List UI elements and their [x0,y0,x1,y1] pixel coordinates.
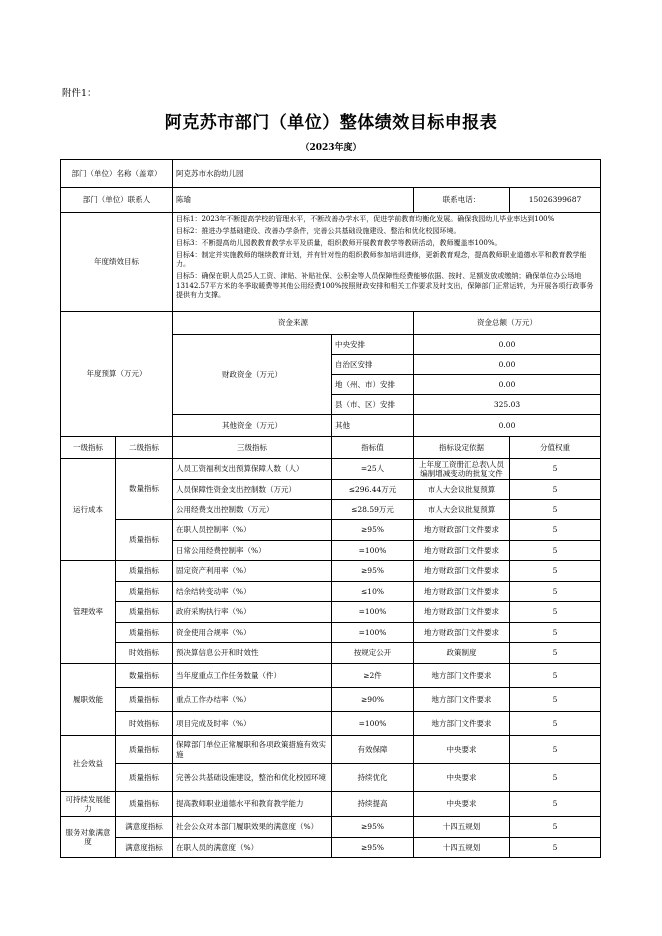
group-cost: 运行成本 [61,459,116,561]
indicator-value: =100% [332,712,414,736]
indicator-name: 日常公用经费控制率（%） [173,541,332,561]
dept-value: 阿克苏市水韵幼儿园 [173,160,601,188]
level2-quantity: 数量指标 [116,459,173,520]
indicator-basis: 上年度工资册汇总表\人员编制增减变动的批复文件 [414,459,510,480]
budget-amount: 0.00 [414,355,601,375]
indicator-value: ≤10% [332,582,414,602]
other-funds-label: 其他资金（万元） [173,415,332,437]
indicator-weight: 5 [510,838,601,858]
indicator-basis: 政策制度 [414,643,510,664]
indicator-value: ≥2件 [332,664,414,688]
budget-source: 自治区安排 [332,355,414,375]
indicator-value: 持续优化 [332,764,414,792]
indicator-name: 重点工作办结率（%） [173,688,332,712]
contact-label: 部门（单位）联系人 [61,188,173,213]
budget-total-header: 资金总额（万元） [414,312,601,335]
indicator-name: 完善公共基础设施建设，整治和优化校园环境 [173,764,332,792]
indicator-basis: 地方财政部门文件要求 [414,623,510,643]
indicator-value: ≥95% [332,838,414,858]
indicator-basis: 地方财政部门文件要求 [414,520,510,541]
indicator-name: 人员工资福利支出预算保障人数（人） [173,459,332,480]
indicator-name: 资金使用合规率（%） [173,623,332,643]
indicator-weight: 5 [510,561,601,582]
indicator-weight: 5 [510,480,601,500]
header-value: 指标值 [332,437,414,459]
header-level3: 三级指标 [173,437,332,459]
phone-value: 15026399687 [510,188,601,213]
level2-quality: 质量指标 [116,736,173,764]
header-basis: 指标设定依据 [414,437,510,459]
indicator-weight: 5 [510,582,601,602]
level2-quality: 质量指标 [116,792,173,817]
goal-item: 目标3：不断提高幼儿园教教育教学水平及质量，组织教师开展教育教学等教研活动，教师覆盖率100%。 [176,239,502,248]
contact-value: 陈瑜 [173,188,414,213]
indicator-value: 有效保障 [332,736,414,764]
indicator-basis: 地方财政部门文件要求 [414,582,510,602]
indicator-name: 政府采购执行率（%） [173,602,332,623]
header-level2: 二级指标 [116,437,173,459]
group-mgmt: 管理效率 [61,561,116,664]
indicator-name: 社会公众对本部门履职效果的满意度（%） [173,817,332,838]
indicator-name: 预决算信息公开和时效性 [173,643,332,664]
budget-source-header: 资金来源 [173,312,414,335]
goal-item: 目标4：制定并实施教师的继续教育计划，并有针对性的组织教师参加培训进修，更新教育观念，提高教师职业道德水平和教育教学能力。 [176,251,587,269]
group-social: 社会效益 [61,736,116,792]
header-level1: 一级指标 [61,437,116,459]
budget-amount: 0.00 [414,415,601,437]
indicator-value: ≥95% [332,561,414,582]
indicator-basis: 十四五规划 [414,817,510,838]
budget-source: 地（州、市）安排 [332,375,414,395]
phone-label: 联系电话： [414,188,510,213]
goals-label: 年度绩效目标 [61,213,173,312]
goals-text [173,213,601,312]
indicator-weight: 5 [510,764,601,792]
budget-source: 中央安排 [332,335,414,355]
level2-quality: 质量指标 [116,764,173,792]
indicator-weight: 5 [510,817,601,838]
level2-quality: 质量指标 [116,688,173,712]
goal-item: 目标5：确保在职人员25人工资、津贴、补贴社保、公积金等人员保障性经费能够依据、按时、足额发放或缴纳；确保单位办公场地13142.57平方米的冬季取暖费等其他公用经费100%按照财政安排和相关工作要求及时支出，保障部门正常运转，为开展各项行政事务提供有力支撑。 [176,272,594,299]
budget-amount: 0.00 [414,335,601,355]
indicator-value: =100% [332,541,414,561]
indicator-basis: 地方财政部门文件要求 [414,541,510,561]
indicator-basis: 地方部门文件要求 [414,712,510,736]
level2-quality: 质量指标 [116,561,173,582]
indicator-weight: 5 [510,792,601,817]
indicator-weight: 5 [510,736,601,764]
indicator-value: ≥90% [332,688,414,712]
fiscal-funds-label: 财政资金（万元） [173,335,332,415]
indicator-basis: 十四五规划 [414,838,510,858]
indicator-name: 在职人员的满意度（%） [173,838,332,858]
indicator-value: ≤296.44万元 [332,480,414,500]
level2-satisfaction: 满意度指标 [116,838,173,858]
budget-label: 年度预算（万元） [61,312,173,437]
level2-quality: 质量指标 [116,602,173,623]
header-weight: 分值权重 [510,437,601,459]
indicator-basis: 地方财政部门文件要求 [414,602,510,623]
indicator-weight: 5 [510,623,601,643]
year-label: （2023年度） [300,143,362,153]
level2-quantity: 数量指标 [116,664,173,688]
indicator-basis: 地方部门文件要求 [414,688,510,712]
group-sustain: 可持续发展能力 [61,792,116,817]
budget-amount: 0.00 [414,375,601,395]
level2-satisfaction: 满意度指标 [116,817,173,838]
level2-quality: 质量指标 [116,520,173,561]
indicator-name: 保障部门单位正常履职和各项政策措施有效实施 [173,736,332,764]
indicator-basis: 中央要求 [414,792,510,817]
budget-source: 其他 [332,415,414,437]
indicator-weight: 5 [510,643,601,664]
goal-item: 目标2：推进办学基础建设、改善办学条件，完善公共基础设施建设、整治和优化校园环境。 [176,227,461,236]
indicator-name: 人员保障性资金支出控制数（万元） [173,480,332,500]
indicator-weight: 5 [510,500,601,520]
indicator-weight: 5 [510,602,601,623]
indicator-value: ≥95% [332,520,414,541]
indicator-basis: 中央要求 [414,764,510,792]
indicator-name: 公用经费支出控制数（万元） [173,500,332,520]
indicator-basis: 中央要求 [414,736,510,764]
indicator-value: ≤28.59万元 [332,500,414,520]
indicator-name: 固定资产利用率（%） [173,561,332,582]
indicator-value: =100% [332,602,414,623]
indicator-name: 当年度重点工作任务数量（件） [173,664,332,688]
goal-item: 目标1：2023年不断提高学校的管理水平，不断改善办学水平，促进学前教育均衡化发展。确保我园幼儿毕业率达到100% [176,215,555,223]
level2-time: 时效指标 [116,712,173,736]
indicator-basis: 市人大会议批复预算 [414,500,510,520]
group-perf: 履职效能 [61,664,116,736]
indicator-basis: 地方财政部门文件要求 [414,561,510,582]
attachment-label: 附件1： [62,88,97,99]
indicator-weight: 5 [510,712,601,736]
indicator-basis: 地方部门文件要求 [414,664,510,688]
indicator-value: 按规定公开 [332,643,414,664]
indicator-weight: 5 [510,459,601,480]
level2-time: 时效指标 [116,643,173,664]
dept-label: 部门（单位）名称（盖章） [61,160,173,188]
group-service: 服务对象满意度 [61,817,116,858]
indicator-value: =25人 [332,459,414,480]
indicator-name: 提高教师职业道德水平和教育教学能力 [173,792,332,817]
performance-table [60,159,601,858]
indicator-weight: 5 [510,541,601,561]
indicator-name: 项目完成及时率（%） [173,712,332,736]
indicator-value: ≥95% [332,817,414,838]
indicator-weight: 5 [510,688,601,712]
level2-quality: 质量指标 [116,623,173,643]
indicator-weight: 5 [510,520,601,541]
indicator-name: 结余结转变动率（%） [173,582,332,602]
indicator-name: 在职人员控制率（%） [173,520,332,541]
indicator-value: =100% [332,623,414,643]
level2-quality: 质量指标 [116,582,173,602]
page-title: 阿克苏市部门（单位）整体绩效目标申报表 [164,113,498,133]
indicator-basis: 市人大会议批复预算 [414,480,510,500]
budget-source: 县（市、区）安排 [332,395,414,415]
indicator-weight: 5 [510,664,601,688]
budget-amount: 325.03 [414,395,601,415]
indicator-value: 持续提高 [332,792,414,817]
